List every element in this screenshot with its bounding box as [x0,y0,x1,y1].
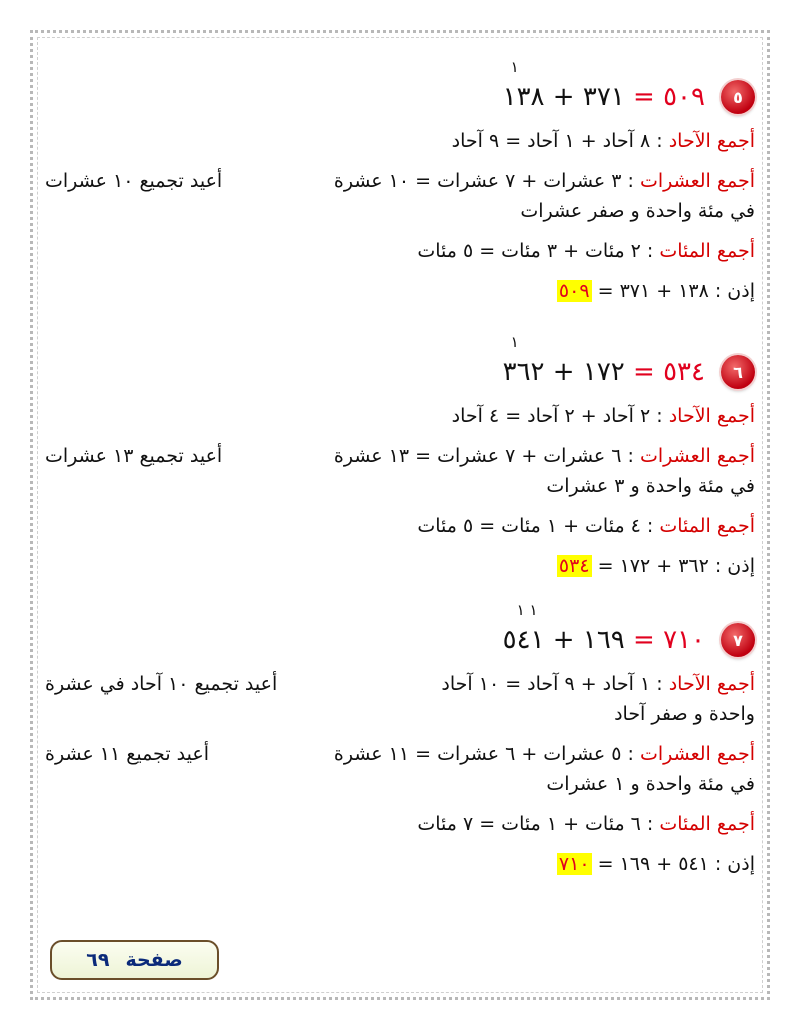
page-number-box [50,940,219,980]
page-number: ٦٩ [86,949,110,971]
regroup-continuation: في مئة واحدة و ٣ عشرات [546,475,755,497]
tens-step: أجمع العشرات : ٦ عشرات + ٧ عشرات = ١٣ عشرة أعيد تجميع ١٣ عشرات في مئة واحدة و ٣ عشرات [45,441,755,501]
regroup-note: أعيد تجميع ١٠ عشرات [45,170,223,192]
plus-sign: + [552,625,575,655]
highlighted-answer: ٥٠٩ [558,280,590,302]
highlighted-answer: ٧١٠ [558,853,590,875]
equation-addend: ١ ١٣٨ [502,58,545,112]
equation-row [45,333,755,401]
regroup-continuation: في مئة واحدة و ١ عشرات [546,773,755,795]
equation-result: ٥٠٩ = [633,82,705,112]
page-word: صفحة [125,949,183,971]
equation [502,601,705,657]
equation-addend: ١ ١ ٥٤١ [502,601,545,655]
result-line: إذن : ١٣٨ + ٣٧١ = ٥٠٩ [558,280,755,302]
equation-addend: ١٦٩ [582,625,625,655]
exercise-number-badge: ٦ [721,355,755,389]
result-line: إذن : ٥٤١ + ١٦٩ = ٧١٠ [558,853,755,875]
equation-addend: ١ ٣٦٢ [502,333,545,387]
equation-addend: ١٧٢ [582,357,625,387]
equation-result: ٥٣٤ = [633,357,705,387]
ones-step: أجمع الآحاد : ١ آحاد + ٩ آحاد = ١٠ آحاد أعيد تجميع ١٠ آحاد في عشرة واحدة و صفر آحاد [45,669,755,729]
regroup-note: أعيد تجميع ١٠ آحاد في عشرة [45,673,278,695]
equation-row [45,601,755,669]
hundreds-step: أجمع المئات : ٤ مئات + ١ مئات = ٥ مئات [417,515,755,537]
regroup-continuation: واحدة و صفر آحاد [614,703,755,725]
regroup-continuation: في مئة واحدة و صفر عشرات [520,200,755,222]
plus-sign: + [552,82,575,112]
exercise-7 [45,601,755,889]
exercise-6 [45,333,755,591]
regroup-note: أعيد تجميع ١٣ عشرات [45,445,223,467]
exercise-5 [45,58,755,316]
result-line: إذن : ٣٦٢ + ١٧٢ = ٥٣٤ [558,555,755,577]
exercise-number-badge: ٥ [721,80,755,114]
hundreds-step: أجمع المئات : ٦ مئات + ١ مئات = ٧ مئات [417,813,755,835]
carry-digit: ١ ١ [516,601,538,619]
carry-digit: ١ [510,333,519,351]
highlighted-answer: ٥٣٤ [558,555,590,577]
ones-step: أجمع الآحاد : ٨ آحاد + ١ آحاد = ٩ آحاد [451,130,755,152]
equation [502,58,705,114]
carry-digit: ١ [510,58,519,76]
equation [502,333,705,389]
tens-step: أجمع العشرات : ٣ عشرات + ٧ عشرات = ١٠ عشرة أعيد تجميع ١٠ عشرات في مئة واحدة و صفر عشرات [45,166,755,226]
equation-row [45,58,755,126]
equation-addend: ٣٧١ [582,82,625,112]
plus-sign: + [552,357,575,387]
ones-step: أجمع الآحاد : ٢ آحاد + ٢ آحاد = ٤ آحاد [451,405,755,427]
exercise-number-badge: ٧ [721,623,755,657]
regroup-note: أعيد تجميع ١١ عشرة [45,743,209,765]
tens-step: أجمع العشرات : ٥ عشرات + ٦ عشرات = ١١ عشرة أعيد تجميع ١١ عشرة في مئة واحدة و ١ عشرات [45,739,755,799]
hundreds-step: أجمع المئات : ٢ مئات + ٣ مئات = ٥ مئات [417,240,755,262]
equation-result: ٧١٠ = [633,625,705,655]
